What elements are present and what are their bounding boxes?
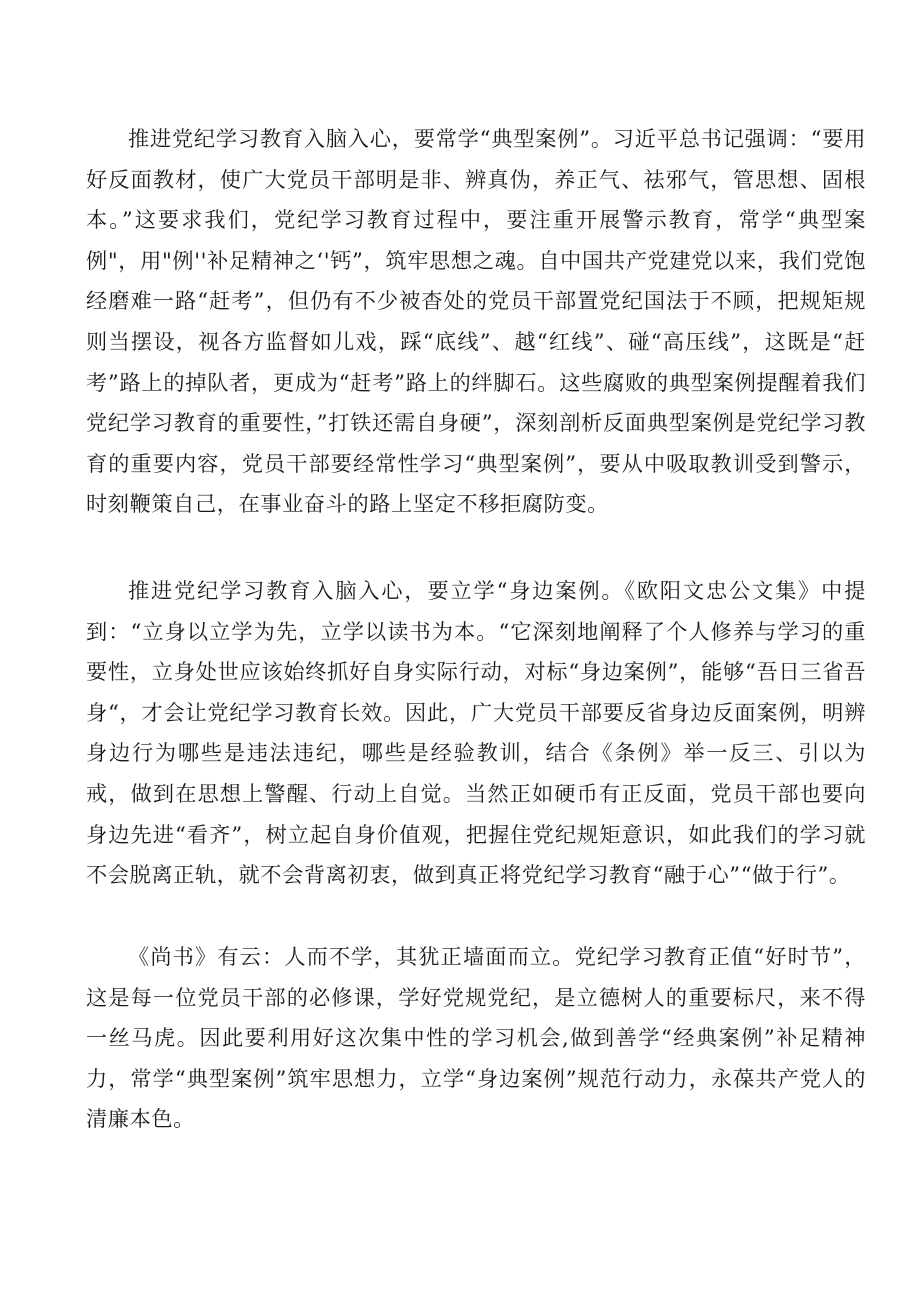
paragraph-3: 《尚书》有云：人而不学，其犹正墙面而立。党纪学习教育正值“好时节”，这是每一位党员干部的必修课，学好党规党纪，是立德树人的重要标尺，来不得一丝马虎。因此要利用好这次集中性的学习机会,做到善学“经典案例”补足精神力，常学“典型案例”筑牢思想力，立学“身边案例”规范行动力，永葆共产党人的清廉本色。 (86, 944, 866, 1132)
paragraph-2: 推进党纪学习教育入脑入心，要立学“身边案例。《欧阳文忠公文集》中提到：“立身以立学为先，立学以读书为本。“它深刻地阐释了个人修养与学习的重要性，立身处世应该始终抓好自身实际行动，对标“身边案例”，能够“吾日三省吾身“，才会让党纪学习教育长效。因此，广大党员干部要反省身边反面案例，明辨身边行为哪些是违法违纪，哪些是经验教训，结合《条例》举一反三、引以为戒，做到在思想上警醒、行动上自觉。当然正如硬币有正反面，党员干部也要向身边先进“看齐”，树立起自身价值观，把握住党纪规矩意识，如此我们的学习就不会脱离正轨，就不会背离初衷，做到真正将党纪学习教育“融于心”“做于行”。 (86, 578, 866, 888)
paragraph-1: 推进党纪学习教育入脑入心，要常学“典型案例”。习近平总书记强调：“要用好反面教材，使广大党员干部明是非、辨真伪，养正气、祛邪气，管思想、固根本。”这要求我们，党纪学习教育过程中，要注重开展警示教育，常学“典型案例"，用"例''补足精神之‘'钙”，筑牢思想之魂。自中国共产党建党以来，我们党饱经磨难一路“赶考”，但仍有不少被杳处的党员干部置党纪国法于不顾，把规矩规则当摆设，视各方监督如儿戏，踩“底线”、越“红线”、碰“高压线”，这既是“赶考”路上的掉队者，更成为“赶考”路上的绊脚石。这些腐败的典型案例提醒着我们党纪学习教育的重要性，”打铁还需自身硬”，深刻剖析反面典型案例是党纪学习教育的重要内容，党员干部要经常性学习“典型案例”，要从中吸取教训受到警示，时刻鞭策自己，在事业奋斗的路上坚定不移拒腐防变。 (86, 126, 866, 517)
